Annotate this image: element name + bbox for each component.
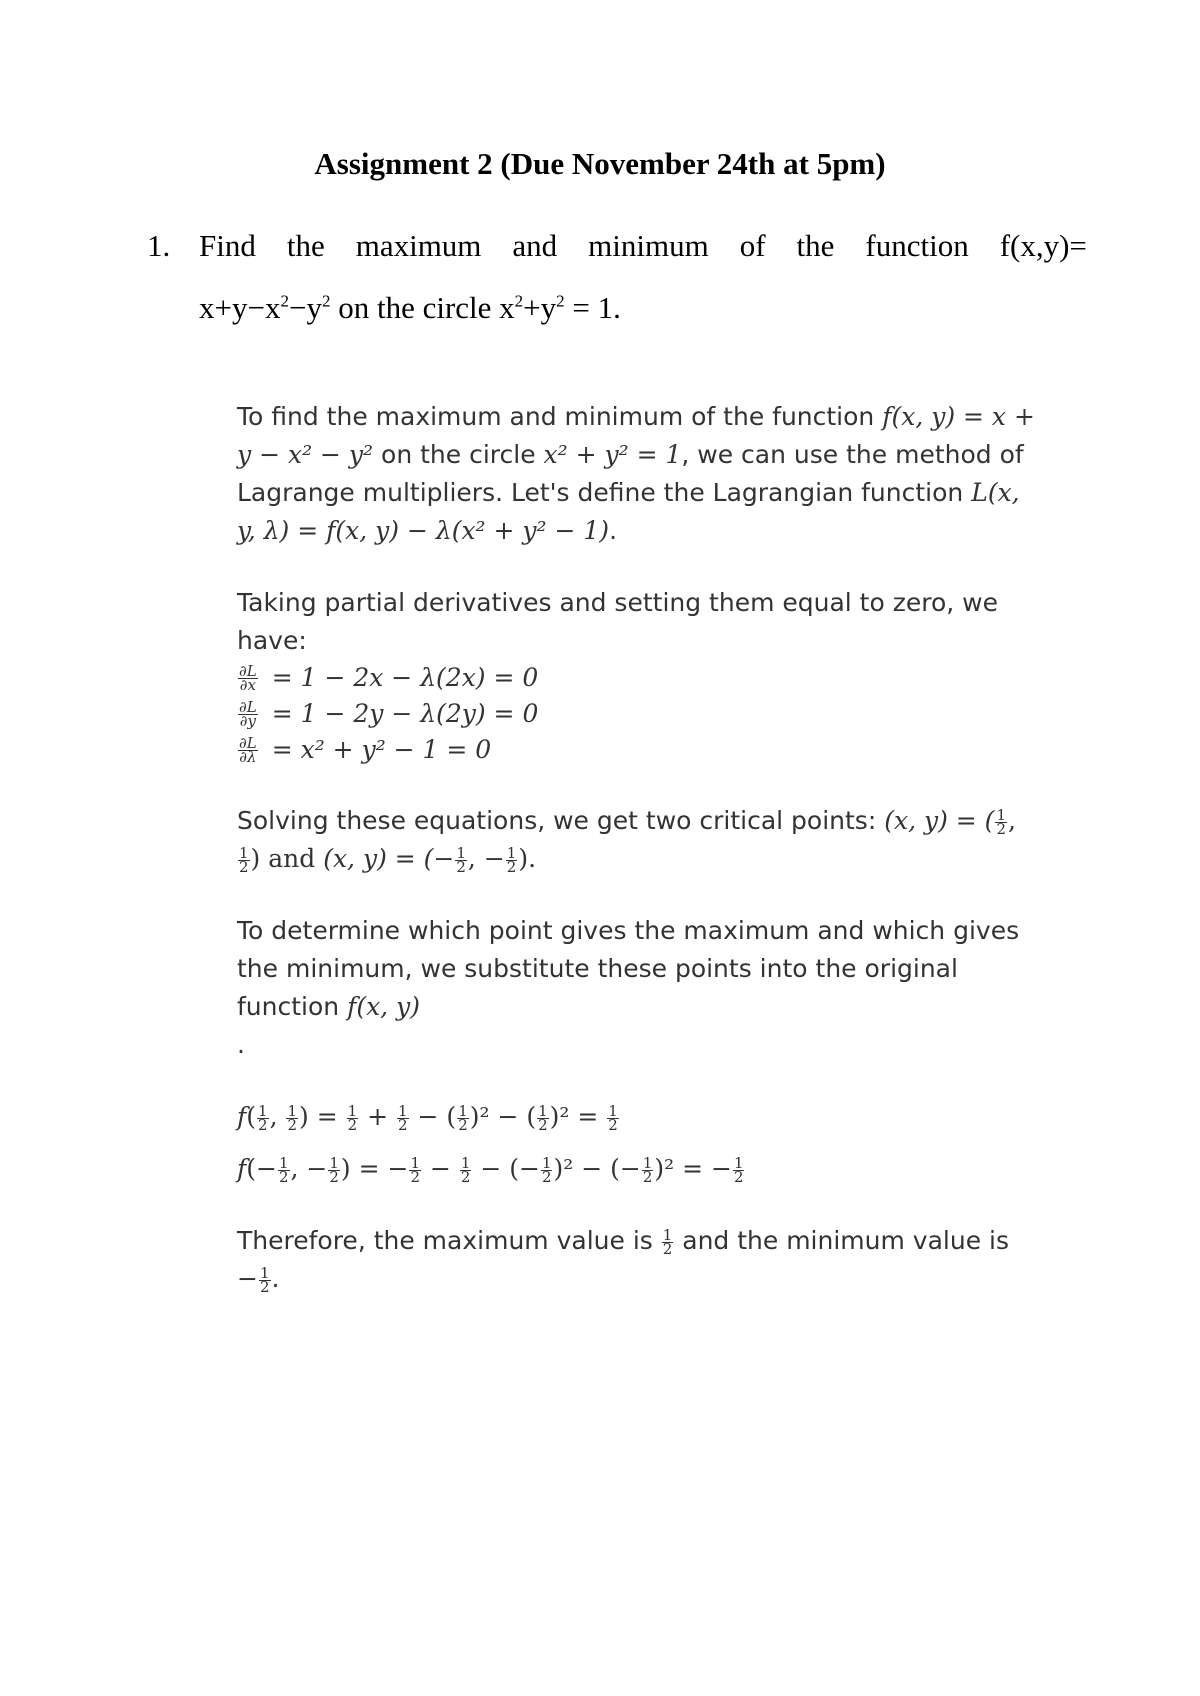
answer-screenshot: To find the maximum and minimum of the function f(x, y) = x + y − x² − y² on the circle x² + y² = 1, we can use the method of Lagrange multipliers. Let's define the Lagrangian function L(x, y, λ) = f(x, y) − λ(x² + y² − 1). Taking partial derivatives and setting them equal to zero, we have: $\frac{\partial L}{\partial x}$ = 1 − 2x − λ(2x) = 0 $\frac{\partial L}{\partial y}$ = 1 − 2y − λ(2y) = 0 $\frac{\partial L}{\partial\lambda}$ = x² + y² − 1 = 0 Solving these equations, we get two critical points: (x, y) = ( $\frac{1}{2}$ , $\frac{1}{2}$ ) and (x, y) = (− $\frac{1}{2}$ , − $\frac{1}{2}$ ). To determine which point gives the maximum and which gives the minimum, we substitute these points into the original function f(x, y) . f( $\frac{1}{2}$ , $\frac{1}{2}$ ) = $\frac{1}{2}$ + $\frac{1}{2}$ − ( $\frac{1}{2}$ )² − ( $\frac{1}{2}$ )² = $\frac{1}{2}$ f(− $\frac{1}{2}$ , − $\frac{1}{2}$ ) = − $\frac{1}{2}$ − $\frac{1}{2}$ − (− $\frac{1}{2}$ )² − (− $\frac{1}{2}$ )² = − $\frac{1}{2}$ Therefore, the maximum value is $\frac{1}{2}$ and the minimum value is − $\frac{1}{2}$ .	[237, 398, 1037, 1298]
answer-partials-intro: Taking partial derivatives and setting them equal to zero, we have:	[237, 588, 998, 655]
equation-dl-dlambda: $\frac{\partial L}{\partial\lambda}$ = x² + y² − 1 = 0	[239, 733, 492, 766]
answer-eval-positive: f( $\frac{1}{2}$ , $\frac{1}{2}$ ) = $\frac{1}{2}$ + $\frac{1}{2}$ − ( $\frac{1}{2}$ )² − ( $\frac{1}{2}$ )² = $\frac{1}{2}$	[237, 1101, 618, 1134]
equation-dl-dx: $\frac{\partial L}{\partial x}$ = 1 − 2x − λ(2x) = 0	[239, 661, 539, 694]
equation-dl-dy: $\frac{\partial L}{\partial y}$ = 1 − 2y − λ(2y) = 0	[239, 697, 539, 730]
question-text-line1: Find the maximum and minimum of the function f(x,y)=	[199, 228, 1087, 263]
answer-intro: To find the maximum and minimum of the function f(x, y) = x + y − x² − y² on the circle x² + y² = 1, we can use the method of Lagrange multipliers. Let's define the Lagrangian function L(x, y, λ) = f(x, y) − λ(x² + y² − 1).	[237, 402, 1035, 545]
answer-critical-points: Solving these equations, we get two critical points: (x, y) = ( $\frac{1}{2}$ , $\frac{1}{2}$ ) and (x, y) = (− $\frac{1}{2}$ , − $\frac{1}{2}$ ).	[237, 805, 1016, 876]
question-text-line2: $x+y-x^2-y^2$ on the circle $x^2+y^2 = 1$.	[199, 290, 621, 325]
answer-eval-negative: f(− $\frac{1}{2}$ , − $\frac{1}{2}$ ) = − $\frac{1}{2}$ − $\frac{1}{2}$ − (− $\frac{1}{2}$ )² − (− $\frac{1}{2}$ )² = − $\frac{1}{2}$	[237, 1153, 744, 1186]
assignment-title: Assignment 2 (Due November 24th at 5pm)	[314, 146, 886, 181]
answer-conclusion: Therefore, the maximum value is $\frac{1}{2}$ and the minimum value is − $\frac{1}{2}$ .	[237, 1225, 1009, 1296]
partial-derivative-equations	[237, 660, 1037, 768]
question-number: 1.	[147, 228, 171, 263]
question-1	[147, 228, 1087, 326]
answer-substitute: To determine which point gives the maximum and which gives the minimum, we substitute these points into the original function f(x, y)	[237, 916, 1020, 1021]
